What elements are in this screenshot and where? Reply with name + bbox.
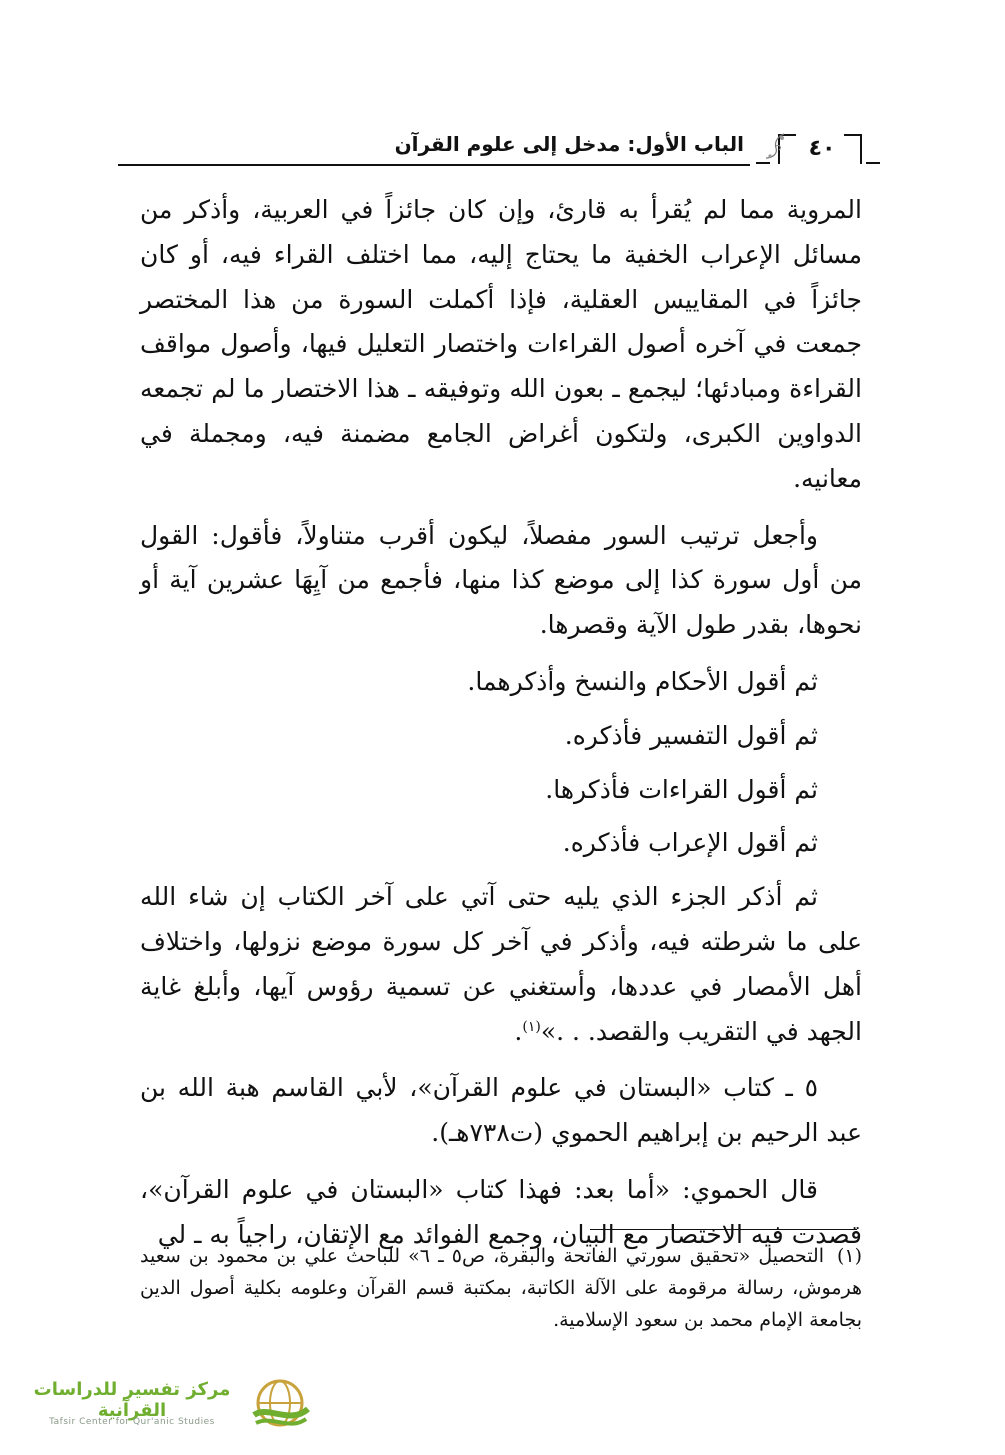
footnote-paragraph (140, 1240, 862, 1336)
running-header (118, 128, 880, 168)
paragraph-after-list: ثم أذكر الجزء الذي يليه حتى آتي على آخر الكتاب إن شاء الله على ما شرطته فيه، وأذكر في آخر كل سورة موضع نزولها، واختلاف أهل الأمصار في عددها، وأستغني عن تسمية رؤوس آيها، وأبلغ غاية الجهد في التقريب والقصد. . .»$^{(١)}$. (140, 882, 862, 1046)
footnote-text: التحصيل «تحقيق سورتي الفاتحة والبقرة، ص٥ ـ ٦» للباحث علي بن محمود بن سعيد هرموش، رسالة مرقومة على الآلة الكاتبة، بمكتبة قسم القرآن وعلومه بكلية أصول الدين بجامعة الإمام محمد بن سعود الإسلامية. (140, 1245, 862, 1331)
paragraph-after-list-text: ثم أذكر الجزء الذي يليه حتى آتي على آخر الكتاب إن شاء الله على ما شرطته فيه، وأذكر في آخر كل سورة موضع نزولها، واختلاف أهل الأمصار في عددها، وأستغني عن تسمية رؤوس آيها، وأبلغ غاية الجهد في التقريب والقصد. . .» (140, 882, 862, 1046)
list-item: ثم أقول الإعراب فأذكره. (562, 828, 818, 858)
header-rule (118, 164, 750, 166)
list-item: ثم أقول التفسير فأذكره. (564, 720, 818, 750)
final-paragraph: قال الحموي: «أما بعد: فهذا كتاب «البستان في علوم القرآن»، قصدت فيه الاختصار مع البيان، وجمع الفوائد مع الإتقان، راجياً به ـ لي (140, 1174, 862, 1249)
tafsir-center-logo (14, 1375, 310, 1443)
globe-emblem-icon (250, 1375, 310, 1435)
paragraph-1: المروية مما لم يُقرأ به قارئ، وإن كان جائزاً في العربية، وأذكر من مسائل الإعراب الخفية ما يحتاج إليه، مما اختلف القراء فيه، أو كان جائزاً في المقاييس العقلية، فإذا أكملت السورة من هذا المختصر جمعت في آخره أصول القراءات واختصار التعليل فيها، وأصول مواقف القراءة ومبادئها؛ ليجمع ـ بعون الله وتوفيقه ـ هذا الاختصار ما لم تجمعه الدواوين الكبرى، ولتكون أغراض الجامع مضمنة فيه، ومجملة في معانيه. (140, 195, 862, 493)
item-5: ٥ ـ كتاب «البستان في علوم القرآن»، لأبي القاسم هبة الله بن عبد الرحيم بن إبراهيم الحموي (ت٧٣٨هـ). (140, 1073, 862, 1148)
frame-tick-right (866, 162, 880, 164)
footnote-separator (590, 1229, 857, 1230)
main-text (140, 188, 862, 1268)
page-number-box (756, 128, 880, 168)
list-item: ثم أقول القراءات فأذكرها. (545, 774, 818, 804)
logo-arabic-name: مركز تفسير للدراسات القرآنية (33, 1379, 231, 1421)
paragraph-2: وأجعل ترتيب السور مفصلاً، ليكون أقرب متناولاً، فأقول: القول من أول سورة كذا إلى موضع كذا منها، فأجمع من آيِهَا عشرين آية أو نحوها، بقدر طول الآية وقصرها. (140, 520, 862, 640)
logo-english-name: Tafsir Center for Qur'anic Studies (49, 1417, 215, 1427)
footnote (140, 1240, 862, 1336)
footnote-reference[interactable]: (١) (522, 1018, 541, 1035)
list-item: ثم أقول الأحكام والنسخ وأذكرهما. (467, 666, 818, 696)
footnote-mark: (١) (836, 1245, 862, 1267)
running-title: الباب الأول: مدخل إلى علوم القرآن (394, 132, 744, 156)
page-number: ٤٠ (808, 136, 836, 161)
floral-ornament-icon (760, 128, 790, 166)
